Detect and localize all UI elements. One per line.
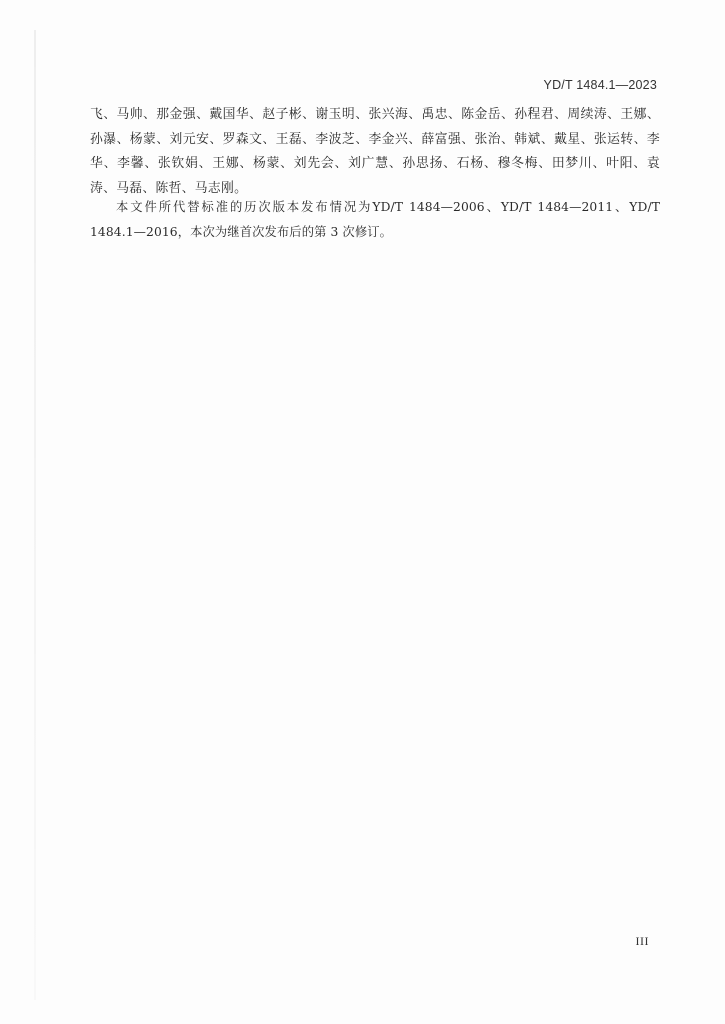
scan-edge-shadow	[34, 30, 36, 1000]
contributors-paragraph: 飞、马帅、那金强、戴国华、赵子彬、谢玉明、张兴海、禹忠、陈金岳、孙程君、周续涛、王娜、孙瀑、杨蒙、刘元安、罗森文、王磊、李波芝、李金兴、薛富强、张治、韩斌、戴星、张运转、李华、李馨、张钦娟、王娜、杨蒙、刘先会、刘广慧、孙思扬、石杨、穆冬梅、田梦川、叶阳、袁涛、马磊、陈哲、马志刚。	[90, 107, 660, 196]
version-history-paragraph: 本文件所代替标准的历次版本发布情况为YD/T 1484—2006、YD/T 1484—2011、YD/T 1484.1—2016，本次为继首次发布后的第 3 次修订。	[90, 200, 660, 239]
page-number: III	[635, 934, 649, 948]
document-code-header: YD/T 1484.1—2023	[543, 78, 657, 92]
